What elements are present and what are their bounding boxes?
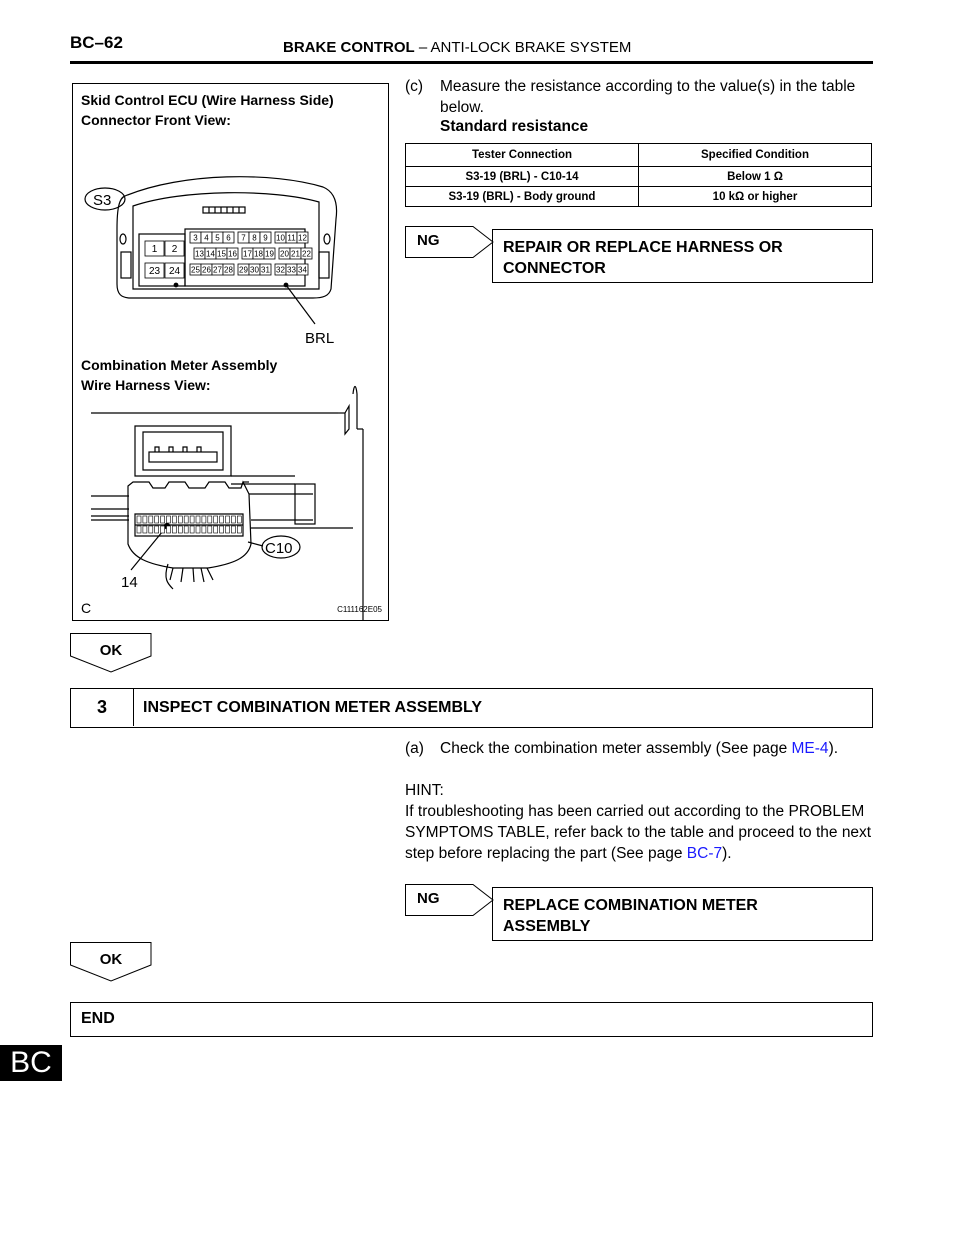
hint-text	[405, 801, 875, 864]
section-tab: BC	[0, 1045, 62, 1081]
connector-pin-label: 28	[224, 265, 233, 275]
connector-pin-label: 21	[291, 249, 300, 259]
header-rule	[70, 61, 873, 64]
meter-connector-pin	[137, 516, 141, 523]
result-line: REPLACE COMBINATION METER	[503, 897, 758, 914]
resistance-table	[405, 143, 872, 207]
meter-connector-pin	[226, 516, 230, 523]
meter-connector-pin	[196, 526, 200, 533]
connector-pin-label: 5	[215, 233, 220, 243]
connector-pin-label: 31	[261, 265, 270, 275]
result-line: CONNECTOR	[503, 260, 606, 277]
connector-id-c10: C10	[265, 540, 293, 557]
meter-connector-pin	[149, 526, 153, 533]
figure-corner-letter: C	[81, 600, 92, 616]
connector-pin-label: 15	[217, 249, 226, 259]
meter-connector-pin	[161, 526, 165, 533]
meter-connector-pin	[172, 526, 176, 533]
connector-pin-label: 12	[298, 233, 307, 243]
result-replace-meter	[492, 887, 873, 941]
figure-title-meter-line2: Wire Harness View:	[81, 377, 211, 393]
result-line: ASSEMBLY	[503, 918, 591, 935]
hint-text-after: ).	[722, 845, 732, 862]
meter-connector-pin	[155, 526, 159, 533]
end-box: END	[70, 1002, 873, 1037]
meter-connector-pin	[167, 516, 171, 523]
connector-pin-label: 1	[151, 244, 158, 256]
connector-pin-label: 10	[276, 233, 285, 243]
section-title: BRAKE CONTROL	[283, 39, 415, 56]
subsection-title: ANTI-LOCK BRAKE SYSTEM	[430, 39, 632, 56]
connector-pin-label: 25	[191, 265, 200, 275]
meter-connector-pin	[184, 516, 188, 523]
result-repair-harness	[492, 229, 873, 283]
connector-pin-label: 27	[213, 265, 222, 275]
link-me-4[interactable]: ME-4	[791, 740, 829, 757]
pin-label-brl: BRL	[305, 330, 335, 347]
connector-pin-label: 19	[265, 249, 274, 259]
step-c-label: (c)	[405, 78, 424, 95]
ok-label: OK	[99, 951, 123, 968]
connector-pin-label: 34	[298, 265, 307, 275]
connector-pin-label: 23	[148, 266, 161, 278]
meter-connector-pin	[167, 526, 171, 533]
step-a-text-before: Check the combination meter assembly (See page	[440, 740, 792, 757]
step-3-box	[70, 688, 873, 728]
connector-pin-label: 33	[287, 265, 296, 275]
connector-pin-label: 32	[276, 265, 285, 275]
connector-pin-label: 20	[280, 249, 289, 259]
table-cell: S3-19 (BRL) - Body ground	[406, 187, 639, 207]
meter-connector-pin	[143, 526, 147, 533]
ok-arrow-2	[70, 942, 154, 980]
step-title: INSPECT COMBINATION METER ASSEMBLY	[143, 699, 482, 716]
meter-connector-pin	[226, 526, 230, 533]
connector-pin-label: 18	[254, 249, 263, 259]
table-cell: Below 1 Ω	[639, 167, 872, 187]
connector-pin-label: 17	[243, 249, 252, 259]
meter-connector-pin	[231, 526, 235, 533]
step-a-text	[440, 738, 870, 759]
meter-connector-pin	[214, 516, 218, 523]
connector-figure	[72, 83, 389, 621]
ng-arrow-1	[405, 226, 495, 258]
meter-connector-pin	[155, 516, 159, 523]
meter-connector-pin	[237, 516, 241, 523]
table-header-cell: Tester Connection	[406, 144, 639, 167]
figure-title-ecu-line2: Connector Front View:	[81, 112, 231, 128]
meter-connector-pin	[161, 516, 165, 523]
connector-pin-label: 16	[228, 249, 237, 259]
connector-pin-label: 14	[206, 249, 215, 259]
table-row	[406, 187, 872, 207]
connector-pin-label: 22	[302, 249, 311, 259]
ng-label: NG	[417, 890, 440, 907]
meter-connector-pin	[143, 516, 147, 523]
step-c-text: Measure the resistance according to the value(s) in the table below.	[440, 78, 856, 116]
meter-connector-pin	[231, 516, 235, 523]
connector-pin-label: 7	[241, 233, 246, 243]
connector-pin-label: 24	[168, 266, 181, 278]
meter-connector-pin	[172, 516, 176, 523]
meter-connector-pin	[237, 526, 241, 533]
meter-connector-pin	[190, 516, 194, 523]
hint	[405, 780, 875, 864]
meter-connector-pin	[202, 526, 206, 533]
connector-pin-label: 6	[226, 233, 231, 243]
standard-resistance-heading: Standard resistance	[440, 118, 589, 135]
ng-arrow-2	[405, 884, 495, 916]
table-header-row	[406, 144, 872, 167]
connector-pin-label: 2	[171, 244, 178, 256]
meter-connector-pin	[178, 526, 182, 533]
meter-connector-pin	[196, 516, 200, 523]
ng-label: NG	[417, 232, 440, 249]
table-cell: 10 kΩ or higher	[639, 187, 872, 207]
result-line: REPAIR OR REPLACE HARNESS OR	[503, 239, 783, 256]
table-header-cell: Specified Condition	[639, 144, 872, 167]
connector-pin-label: 4	[204, 233, 209, 243]
connector-pin-label: 3	[193, 233, 198, 243]
figure-title-ecu-line1: Skid Control ECU (Wire Harness Side)	[81, 92, 334, 108]
step-a-label: (a)	[405, 740, 424, 757]
meter-connector-pin	[220, 526, 224, 533]
connector-pin-label: 13	[195, 249, 204, 259]
meter-connector-pin	[137, 526, 141, 533]
meter-connector-pin	[208, 526, 212, 533]
link-bc-7[interactable]: BC-7	[686, 845, 723, 862]
step-number: 3	[71, 689, 134, 726]
ok-label: OK	[99, 642, 123, 659]
connector-pin-label: 26	[202, 265, 211, 275]
step-a-text-after: ).	[828, 740, 839, 757]
connector-pin-label: 29	[239, 265, 248, 275]
meter-connector-pin	[220, 516, 224, 523]
pin-label-14: 14	[121, 574, 138, 591]
meter-connector-pin	[190, 526, 194, 533]
connector-pin-label: 30	[250, 265, 259, 275]
meter-connector-pin	[149, 516, 153, 523]
meter-connector-pin	[178, 516, 182, 523]
connector-pin-label: 11	[287, 233, 296, 243]
table-cell: S3-19 (BRL) - C10-14	[406, 167, 639, 187]
hint-body: If troubleshooting has been carried out according to the PROBLEM SYMPTOMS TABLE, refer back to the table and proceed to the next step before replacing the part (See page	[405, 803, 872, 862]
meter-connector-pin	[214, 526, 218, 533]
page-number: BC–62	[70, 33, 123, 52]
meter-connector-pin	[208, 516, 212, 523]
header-separator: –	[414, 39, 431, 56]
meter-connector-pin	[184, 526, 188, 533]
connector-pin-label: 8	[252, 233, 257, 243]
meter-connector-pin	[202, 516, 206, 523]
page-header-title	[283, 39, 631, 56]
figure-title-meter-line1: Combination Meter Assembly	[81, 357, 278, 373]
connector-pin-label: 9	[263, 233, 268, 243]
ok-arrow-1	[70, 633, 154, 671]
connector-pin-grid	[145, 232, 312, 278]
table-row	[406, 167, 872, 187]
connector-drawing	[73, 84, 388, 620]
hint-label: HINT:	[405, 782, 444, 799]
connector-id-s3: S3	[93, 192, 112, 209]
figure-code: C111162E05	[337, 605, 382, 614]
